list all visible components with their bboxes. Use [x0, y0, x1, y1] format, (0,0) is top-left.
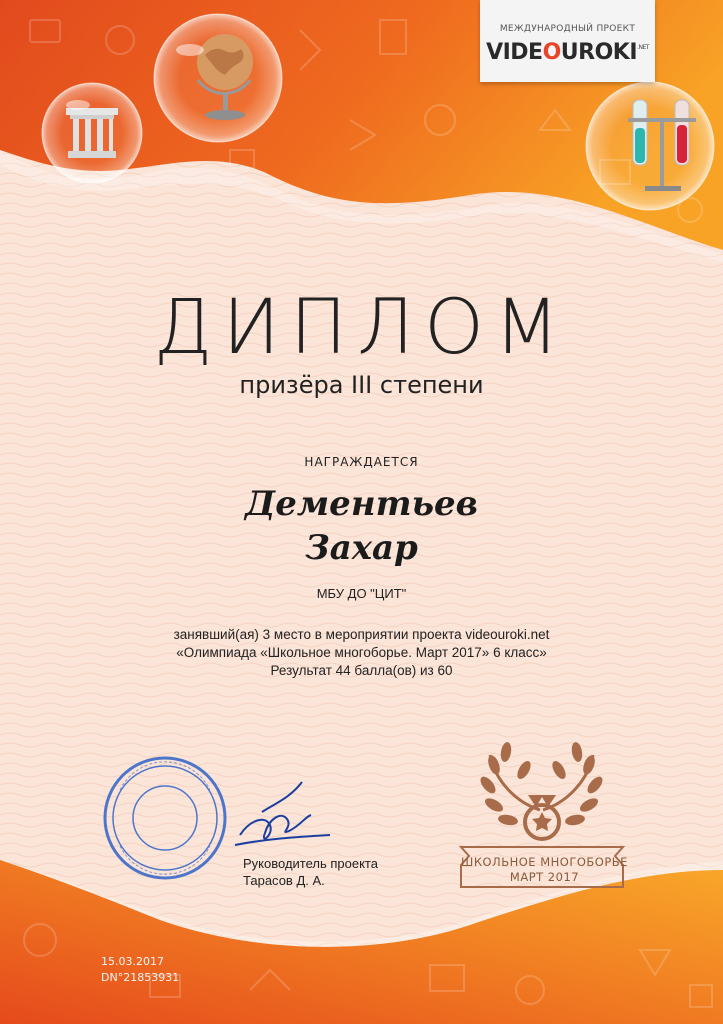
diploma-title: ДИПЛОМ — [153, 282, 570, 371]
diploma-subtitle: призёра III степени — [239, 371, 484, 399]
awarded-label: НАГРАЖДАЕТСЯ — [304, 455, 419, 469]
recipient-organization: МБУ ДО "ЦИТ" — [316, 586, 407, 601]
recipient-surname: Дементьев — [245, 484, 478, 524]
column-bubble — [42, 83, 142, 183]
medal-label: ШКОЛЬНОЕ МНОГОБОРЬЕ МАРТ 2017 — [461, 855, 628, 884]
document-number: DN°21853931 — [101, 971, 180, 984]
project-badge — [480, 0, 655, 82]
globe-bubble — [154, 14, 282, 142]
project-label: МЕЖДУНАРОДНЫЙ ПРОЕКТ — [499, 24, 636, 34]
signatory-block — [243, 855, 378, 889]
signatory-name: Тарасов Д. А. — [243, 873, 325, 888]
signatory-role: Руководитель проекта — [243, 856, 378, 871]
issue-info — [101, 954, 179, 986]
recipient-first-name: Захар — [305, 528, 418, 568]
issue-date: 15.03.2017 — [101, 955, 164, 968]
videouroki-logo: $VIDEOUROKI^{.NET}$ — [486, 40, 649, 65]
test-tubes-bubble — [586, 82, 714, 210]
achievement-description: занявший(ая) 3 место в мероприятии проекта videouroki.net «Олимпиада «Школьное многоборье. Март 2017» 6 класс» Результат 44 балла(ов) из 60 — [173, 627, 550, 678]
